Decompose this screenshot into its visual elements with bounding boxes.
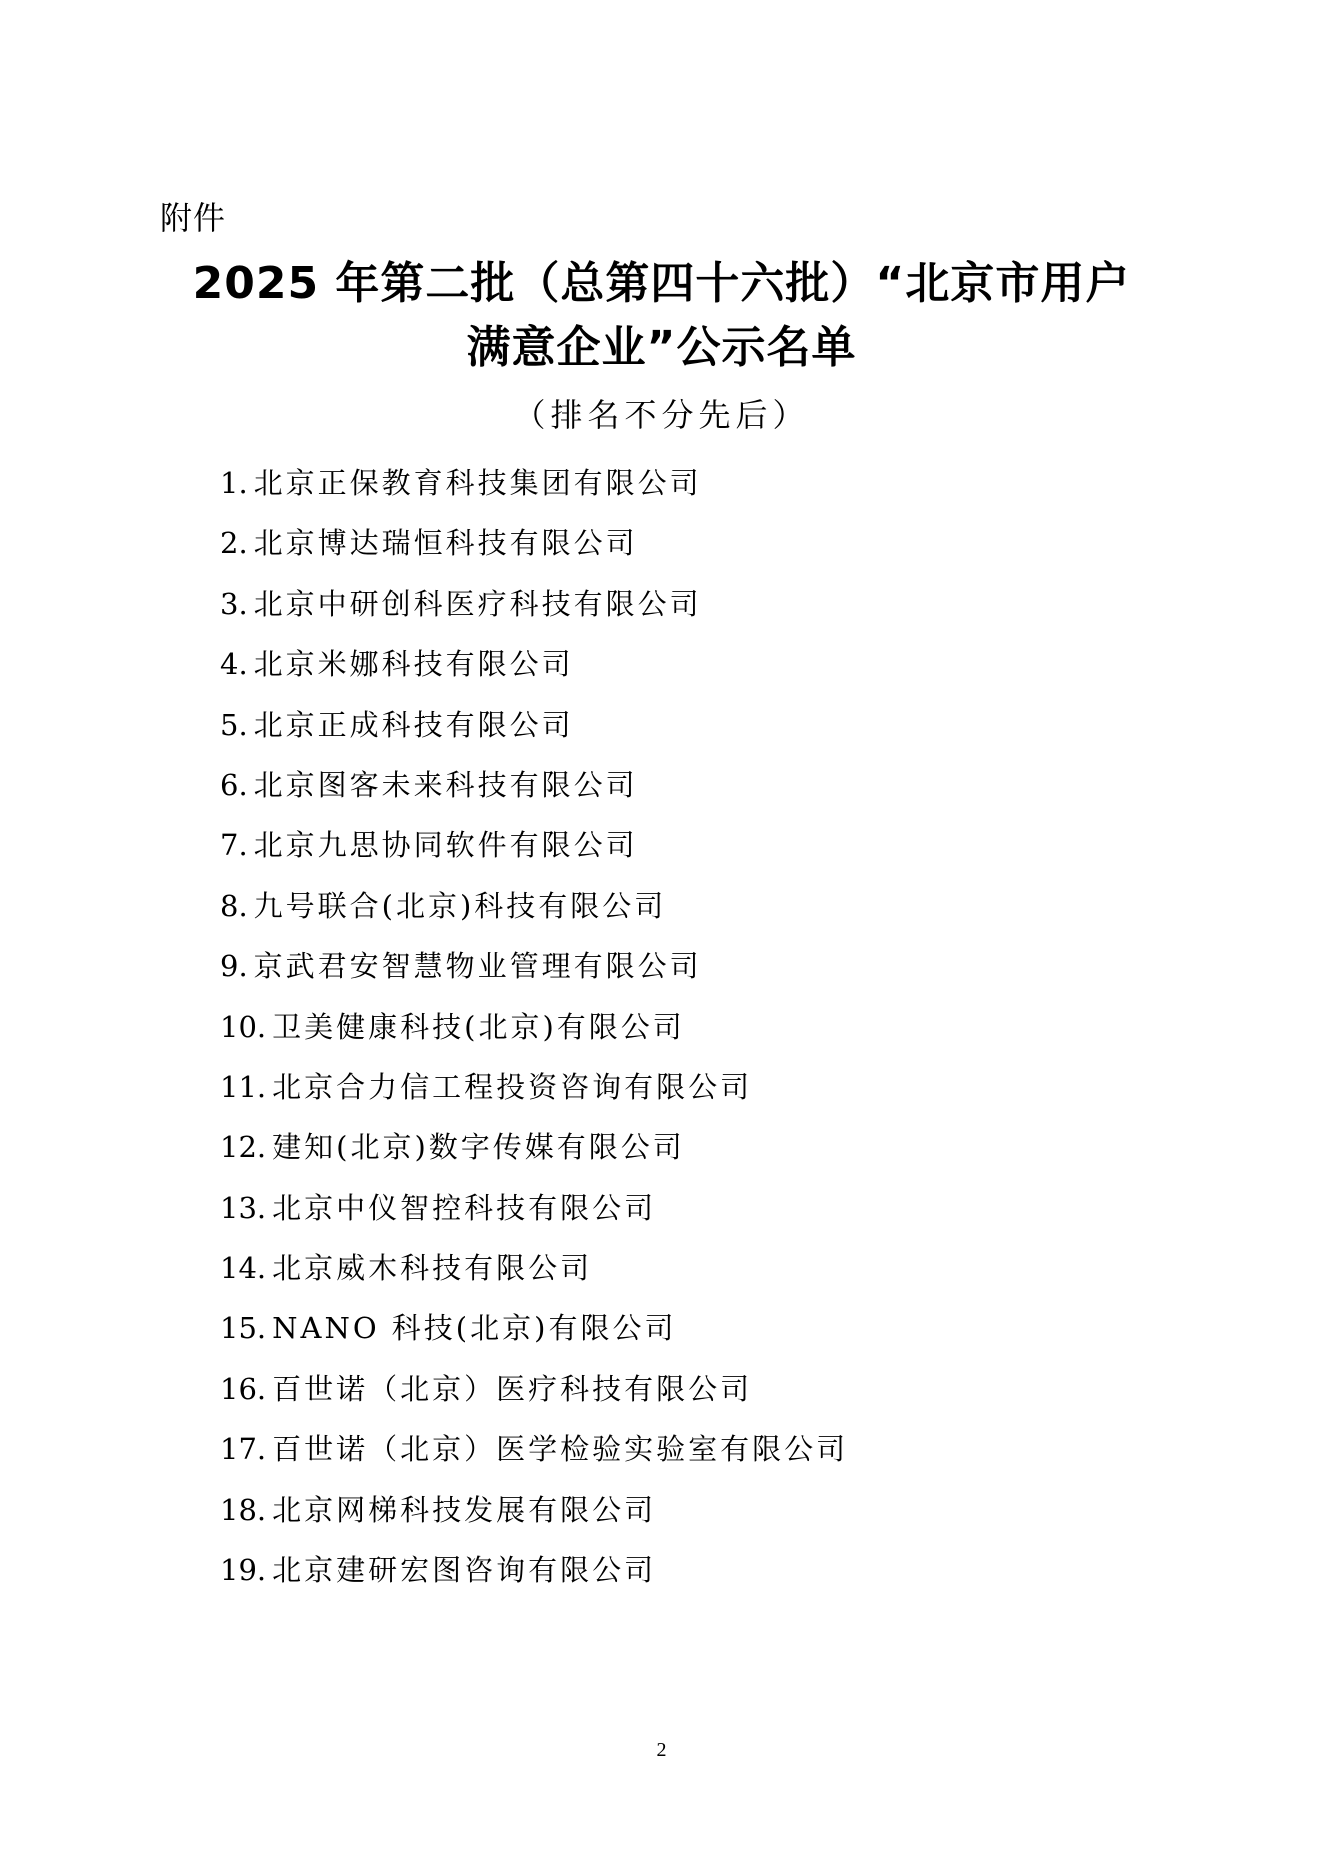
list-item [220, 1063, 848, 1123]
list-item [220, 942, 848, 1002]
item-number: 9. [220, 949, 248, 984]
company-name: 北京正成科技有限公司 [253, 707, 574, 742]
item-number: 5. [220, 707, 248, 742]
company-name: 北京合力信工程投资咨询有限公司 [272, 1069, 753, 1104]
item-number: 11. [220, 1069, 267, 1104]
list-item [220, 519, 848, 579]
company-name: 北京中研创科医疗科技有限公司 [253, 586, 702, 621]
item-number: 1. [220, 466, 248, 500]
item-number: 17. [220, 1432, 267, 1467]
item-number: 10. [220, 1009, 267, 1044]
company-name: 北京正保教育科技集团有限公司 [253, 466, 702, 500]
company-name: 北京图客未来科技有限公司 [253, 767, 638, 802]
company-name: 北京网梯科技发展有限公司 [272, 1492, 657, 1527]
list-item [220, 640, 848, 700]
company-name: 北京威木科技有限公司 [272, 1251, 593, 1286]
company-name: 北京九思协同软件有限公司 [253, 828, 638, 863]
item-number: 3. [220, 586, 248, 621]
title-line-2: 满意企业”公示名单 [466, 322, 857, 373]
company-name: 北京博达瑞恒科技有限公司 [253, 526, 638, 561]
company-name: 卫美健康科技(北京)有限公司 [272, 1009, 685, 1044]
item-number: 15. [220, 1311, 267, 1346]
company-name: 九号联合(北京)科技有限公司 [253, 888, 667, 923]
list-item [220, 1304, 848, 1364]
list-item [220, 1184, 848, 1244]
page-number: 2 [656, 1739, 667, 1761]
list-item [220, 821, 848, 881]
company-name: 北京米娜科技有限公司 [253, 647, 574, 682]
item-number: 12. [220, 1130, 267, 1165]
list-item [220, 1365, 848, 1425]
list-item [220, 1425, 848, 1485]
list-item [220, 882, 848, 942]
item-number: 2. [220, 526, 248, 561]
list-item [220, 580, 848, 640]
item-number: 14. [220, 1251, 267, 1286]
attachment-label: 附件 [160, 199, 227, 237]
list-item [220, 459, 848, 519]
item-number: 19. [220, 1553, 267, 1588]
company-name: 百世诺（北京）医疗科技有限公司 [272, 1371, 753, 1406]
item-number: 6. [220, 767, 248, 802]
list-item [220, 1244, 848, 1304]
item-number: 7. [220, 828, 248, 863]
list-item [220, 1486, 848, 1546]
title-line-1: 2025 年第二批（总第四十六批）“北京市用户 [192, 258, 1131, 309]
list-item [220, 1546, 848, 1606]
company-name: 北京建研宏图咨询有限公司 [272, 1553, 657, 1588]
item-number: 16. [220, 1371, 267, 1406]
item-number: 13. [220, 1190, 267, 1225]
company-name: 北京中仪智控科技有限公司 [272, 1190, 657, 1225]
list-item [220, 761, 848, 821]
list-item [220, 1123, 848, 1183]
company-list [220, 459, 848, 1606]
subtitle: （排名不分先后） [513, 396, 810, 434]
company-name: 京武君安智慧物业管理有限公司 [253, 949, 702, 984]
list-item [220, 701, 848, 761]
item-number: 8. [220, 888, 248, 923]
company-name: NANO 科技(北京)有限公司 [272, 1311, 677, 1346]
list-item [220, 1003, 848, 1063]
item-number: 4. [220, 647, 248, 682]
company-name: 建知(北京)数字传媒有限公司 [272, 1130, 685, 1165]
company-name: 百世诺（北京）医学检验实验室有限公司 [272, 1432, 849, 1467]
item-number: 18. [220, 1492, 267, 1527]
